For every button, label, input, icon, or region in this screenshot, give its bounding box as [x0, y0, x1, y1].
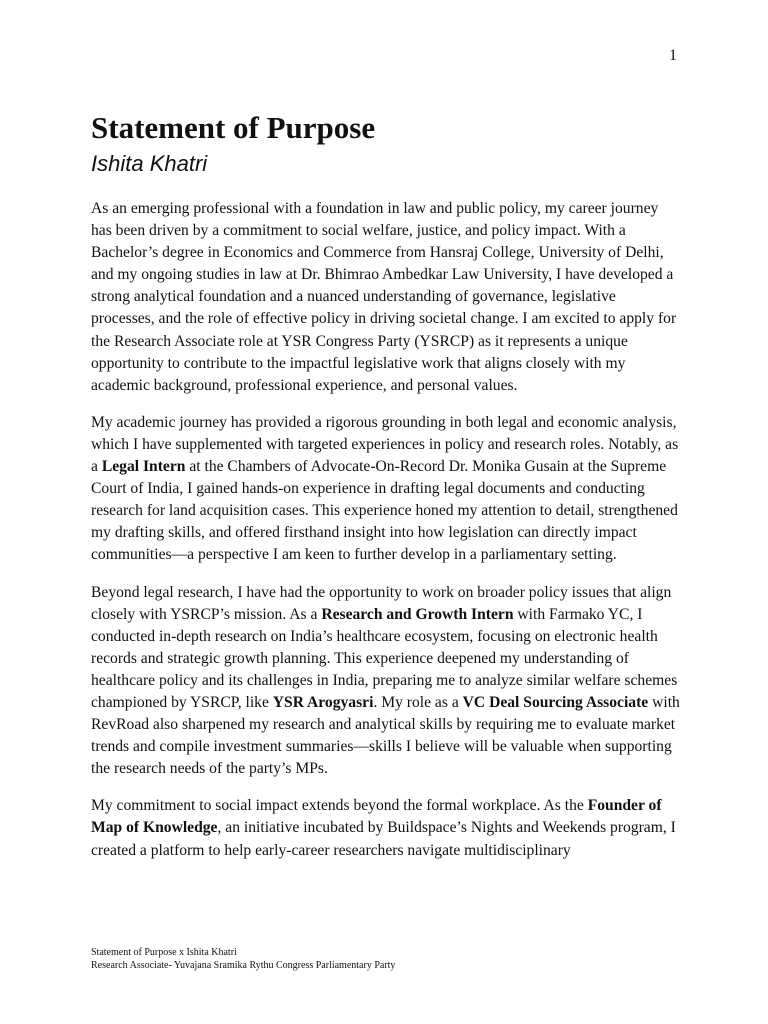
- body-paragraph: [91, 198, 681, 397]
- paragraph-text: Beyond legal research, I have had the opportunity to work on broader policy issues that align closely with YSRCP’s mission. As a: [91, 583, 672, 623]
- paragraph-text: . My role as a: [373, 693, 463, 711]
- bold-text: VC Deal Sourcing Associate: [462, 693, 649, 711]
- paragraph-text: , an initiative incubated by Buildspace’s Nights and Weekends program, I created a platform to help early-career researchers navigate multidisciplinary: [91, 819, 676, 859]
- paragraph-text: My academic journey has provided a rigorous grounding in both legal and economic analysis, which I have supplemented with targeted experiences in policy and research roles. Notably, as a: [91, 413, 679, 476]
- bold-text: Founder of Map of Knowledge: [91, 797, 662, 837]
- author-name: Ishita Khatri: [91, 151, 208, 176]
- body-paragraph: [91, 412, 681, 567]
- bold-text: Legal Intern: [101, 458, 186, 476]
- bold-text: YSR Arogyasri: [272, 693, 374, 711]
- paragraphs-container: [91, 198, 681, 862]
- bold-text: Research and Growth Intern: [321, 605, 514, 623]
- paragraph-text: with RevRoad also sharpened my research and analytical skills by requiring me to evaluate market trends and compile investment summaries—skills I believe will be valuable when supporting the research needs of the party’s MPs.: [91, 693, 680, 778]
- footer-line-1: Statement of Purpose x Ishita Khatri: [91, 947, 237, 958]
- footer-line-2: Research Associate- Yuvajana Sramika Rythu Congress Parliamentary Party: [91, 960, 396, 971]
- paragraph-text: with Farmako YC, I conducted in-depth research on India’s healthcare ecosystem, focusing on electronic health records and strategic growth planning. This experience deepened my understanding of healthcare policy and its challenges in India, preparing me to analyze similar welfare schemes championed by YSRCP, like: [91, 605, 678, 711]
- paragraph-text: My commitment to social impact extends beyond the formal workplace. As the: [91, 797, 588, 815]
- paragraph-text: As an emerging professional with a foundation in law and public policy, my career journey has been driven by a commitment to social welfare, justice, and policy impact. With a Bachelor’s degree in Economics and Commerce from Hansraj College, University of Delhi, and my ongoing studies in law at Dr. Bhimrao Ambedkar Law University, I have developed a strong analytical foundation and a nuanced understanding of governance, legislative processes, and the role of effective policy in driving societal change. I am excited to apply for the Research Associate role at YSR Congress Party (YSRCP) as it represents a unique opportunity to contribute to the impactful legislative work that aligns closely with my academic background, professional experience, and personal values.: [91, 200, 677, 394]
- page-number: 1: [669, 47, 677, 64]
- paragraph-text: at the Chambers of Advocate-On-Record Dr. Monika Gusain at the Supreme Court of India, I gained hands-on experience in drafting legal documents and conducting research for land acquisition cases. This experience honed my attention to detail, strengthened my drafting skills, and offered firsthand insight into how legislation can directly impact communities—a perspective I am keen to further develop in a parliamentary setting.: [91, 458, 678, 564]
- document-title: Statement of Purpose: [91, 110, 376, 145]
- body-paragraph: [91, 582, 681, 781]
- document-body: [91, 108, 681, 877]
- page-footer: [91, 946, 395, 972]
- body-paragraph: [91, 795, 681, 861]
